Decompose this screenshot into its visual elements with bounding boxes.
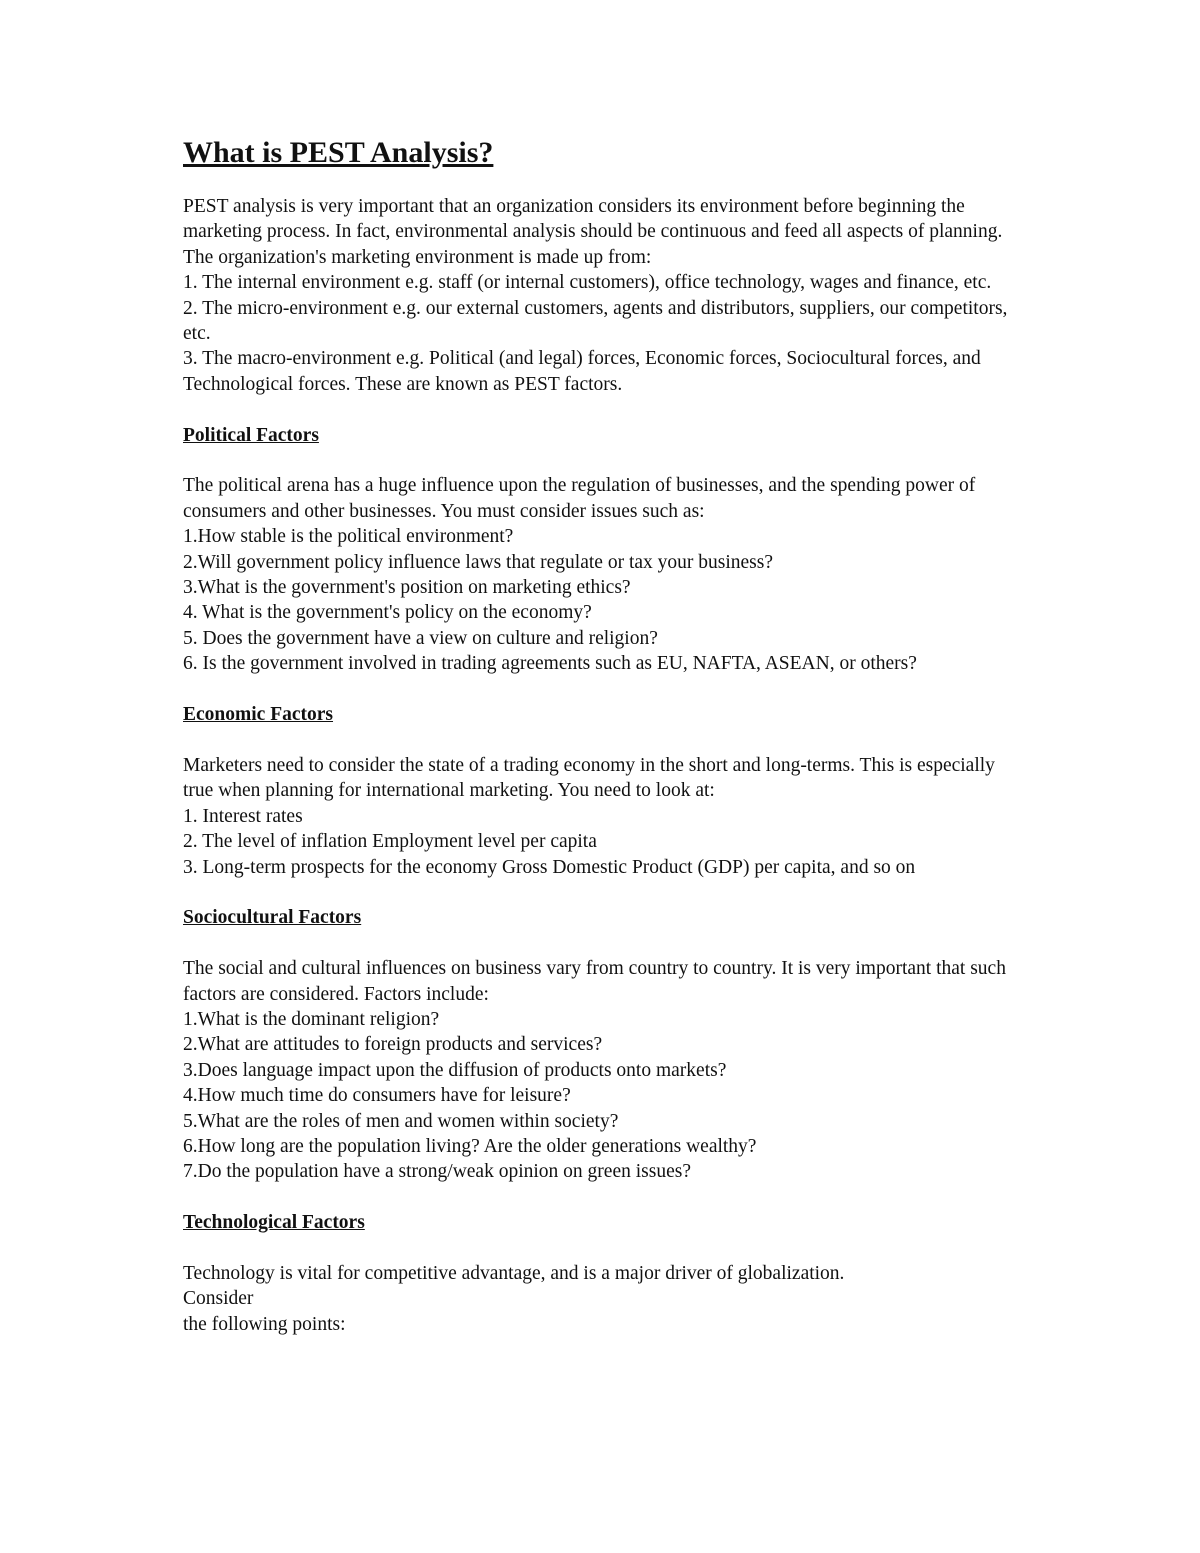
sociocultural-body: The social and cultural influences on business vary from country to country. It is very important that such factors are considered. Factors include:	[183, 958, 1006, 1005]
page-title: What is PEST Analysis?	[183, 136, 494, 169]
sociocultural-heading: Sociocultural Factors	[183, 907, 362, 929]
document-page	[183, 133, 1013, 1337]
economic-item-1: 1. Interest rates	[183, 805, 303, 827]
political-body: The political arena has a huge influence upon the regulation of businesses, and the spending power of consumers and other businesses. You must consider issues such as:	[183, 475, 976, 522]
economic-item-2: 2. The level of inflation Employment level per capita	[183, 831, 597, 853]
political-item-3: 3.What is the government's position on marketing ethics?	[183, 577, 631, 599]
economic-item-3: 3. Long-term prospects for the economy Gross Domestic Product (GDP) per capita, and so on	[183, 856, 916, 878]
political-heading: Political Factors	[183, 424, 319, 446]
political-item-1: 1.How stable is the political environment?	[183, 526, 514, 548]
intro-paragraph: PEST analysis is very important that an organization considers its environment before beginning the marketing process. In fact, environmental analysis should be continuous and feed all aspects of planning. The organization's marketing environment is made up from:	[183, 196, 1003, 268]
intro-item-2: 2. The micro-environment e.g. our external customers, agents and distributors, suppliers, our competitors, etc.	[183, 297, 1008, 345]
technological-heading: Technological Factors	[183, 1212, 365, 1234]
intro-section	[183, 194, 1013, 397]
sociocultural-item-6: 6.How long are the population living? Are the older generations wealthy?	[183, 1135, 757, 1157]
political-section	[183, 423, 1013, 677]
intro-item-1: 1. The internal environment e.g. staff (or internal customers), office technology, wages and finance, etc.	[183, 272, 992, 294]
sociocultural-item-1: 1.What is the dominant religion?	[183, 1008, 440, 1030]
technological-section	[183, 1210, 1013, 1337]
sociocultural-section	[183, 905, 1013, 1184]
economic-body: Marketers need to consider the state of a trading economy in the short and long-terms. This is especially true when planning for international marketing. You need to look at:	[183, 754, 995, 802]
technological-body-line-2: Consider	[183, 1288, 254, 1310]
technological-body-line-1: Technology is vital for competitive advantage, and is a major driver of globalization.	[183, 1262, 845, 1284]
political-item-2: 2.Will government policy influence laws that regulate or tax your business?	[183, 551, 774, 573]
economic-section	[183, 702, 1013, 880]
technological-body-line-3: the following points:	[183, 1313, 346, 1335]
political-item-4: 4. What is the government's policy on the economy?	[183, 602, 592, 624]
sociocultural-item-5: 5.What are the roles of men and women within society?	[183, 1110, 619, 1132]
political-item-6: 6. Is the government involved in trading agreements such as EU, NAFTA, ASEAN, or others?	[183, 653, 917, 675]
political-item-5: 5. Does the government have a view on culture and religion?	[183, 627, 658, 649]
sociocultural-item-2: 2.What are attitudes to foreign products and services?	[183, 1034, 603, 1056]
intro-item-3: 3. The macro-environment e.g. Political (and legal) forces, Economic forces, Sociocultural forces, and Technological forces. These are known as PEST factors.	[183, 348, 981, 395]
economic-heading: Economic Factors	[183, 704, 334, 726]
sociocultural-item-4: 4.How much time do consumers have for leisure?	[183, 1085, 571, 1107]
sociocultural-item-3: 3.Does language impact upon the diffusion of products onto markets?	[183, 1059, 727, 1081]
sociocultural-item-7: 7.Do the population have a strong/weak opinion on green issues?	[183, 1161, 691, 1183]
